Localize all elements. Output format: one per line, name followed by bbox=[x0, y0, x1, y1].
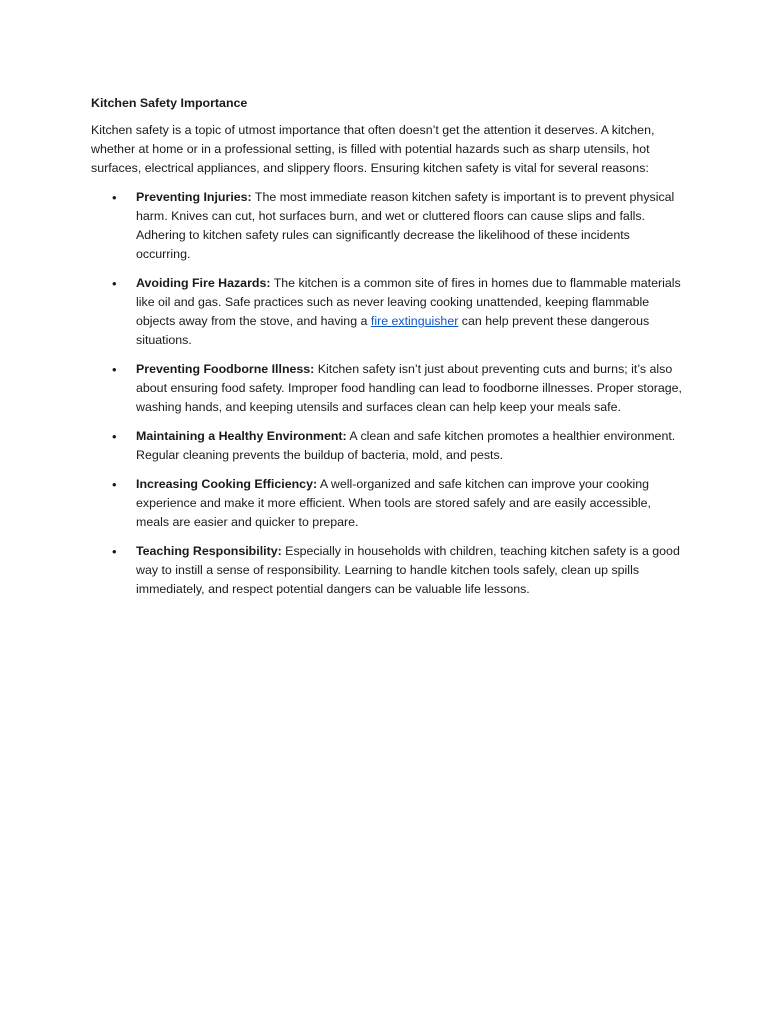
list-item-increasing-cooking-efficiency bbox=[91, 475, 682, 532]
list-item-text: The kitchen is a common site of fires in homes due to flammable materials like oil and gas. Safe practices such as never leaving cooking unattended, keeping flammable objects away from the stove, and having a bbox=[136, 276, 681, 328]
list-item-preventing-foodborne-illness bbox=[91, 360, 682, 417]
bullet-icon: • bbox=[112, 190, 117, 205]
bullet-icon: • bbox=[112, 362, 117, 377]
intro-paragraph: Kitchen safety is a topic of utmost importance that often doesn’t get the attention it deserves. A kitchen, whether at home or in a professional setting, is filled with potential hazards such as sharp utensils, hot surfaces, electrical appliances, and slippery floors. Ensuring kitchen safety is vital for several reasons: bbox=[91, 123, 655, 175]
list-item-text: Especially in households with children, teaching kitchen safety is a good way to instill a sense of responsibility. Learning to handle kitchen tools safely, clean up spills immediately, and respect potential dangers can be valuable life lessons. bbox=[136, 544, 680, 596]
bullet-icon: • bbox=[112, 477, 117, 492]
list-item-text-continued: can help prevent these dangerous situations. bbox=[136, 314, 650, 347]
list-item-text: A clean and safe kitchen promotes a healthier environment. Regular cleaning prevents the buildup of bacteria, mold, and pests. bbox=[136, 429, 676, 462]
bullet-icon: • bbox=[112, 276, 117, 291]
bullet-icon: • bbox=[112, 429, 117, 444]
list-item-term: Increasing Cooking Efficiency: bbox=[136, 477, 318, 491]
list-item-avoiding-fire-hazards bbox=[91, 274, 682, 350]
list-item-text: Kitchen safety isn’t just about preventing cuts and burns; it’s also about ensuring food safety. Improper food handling can lead to foodborne illnesses. Proper storage, washing hands, and keeping utensils and surfaces clean can help keep your meals safe. bbox=[136, 362, 682, 414]
reasons-list bbox=[91, 188, 682, 599]
list-item-term: Avoiding Fire Hazards: bbox=[136, 276, 271, 290]
fire-extinguisher-link[interactable]: fire extinguisher bbox=[370, 314, 459, 328]
document-title: Kitchen Safety Importance bbox=[91, 96, 248, 110]
list-item-teaching-responsibility bbox=[91, 542, 682, 599]
list-item-term: Preventing Foodborne Illness: bbox=[136, 362, 315, 376]
list-item-term: Teaching Responsibility: bbox=[136, 544, 282, 558]
list-item-maintaining-healthy-environment bbox=[91, 427, 682, 465]
list-item-text: The most immediate reason kitchen safety is important is to prevent physical harm. Knives can cut, hot surfaces burn, and wet or cluttered floors can cause slips and falls. Adhering to kitchen safety rules can significantly decrease the likelihood of these incidents occurring. bbox=[136, 190, 675, 261]
bullet-icon: • bbox=[112, 544, 117, 559]
list-item-term: Preventing Injuries: bbox=[136, 190, 252, 204]
list-item-preventing-injuries bbox=[91, 188, 682, 264]
list-item-term: Maintaining a Healthy Environment: bbox=[136, 429, 347, 443]
list-item-text: A well-organized and safe kitchen can improve your cooking experience and make it more efficient. When tools are stored safely and are easily accessible, meals are easier and quicker to prepare. bbox=[136, 477, 651, 529]
